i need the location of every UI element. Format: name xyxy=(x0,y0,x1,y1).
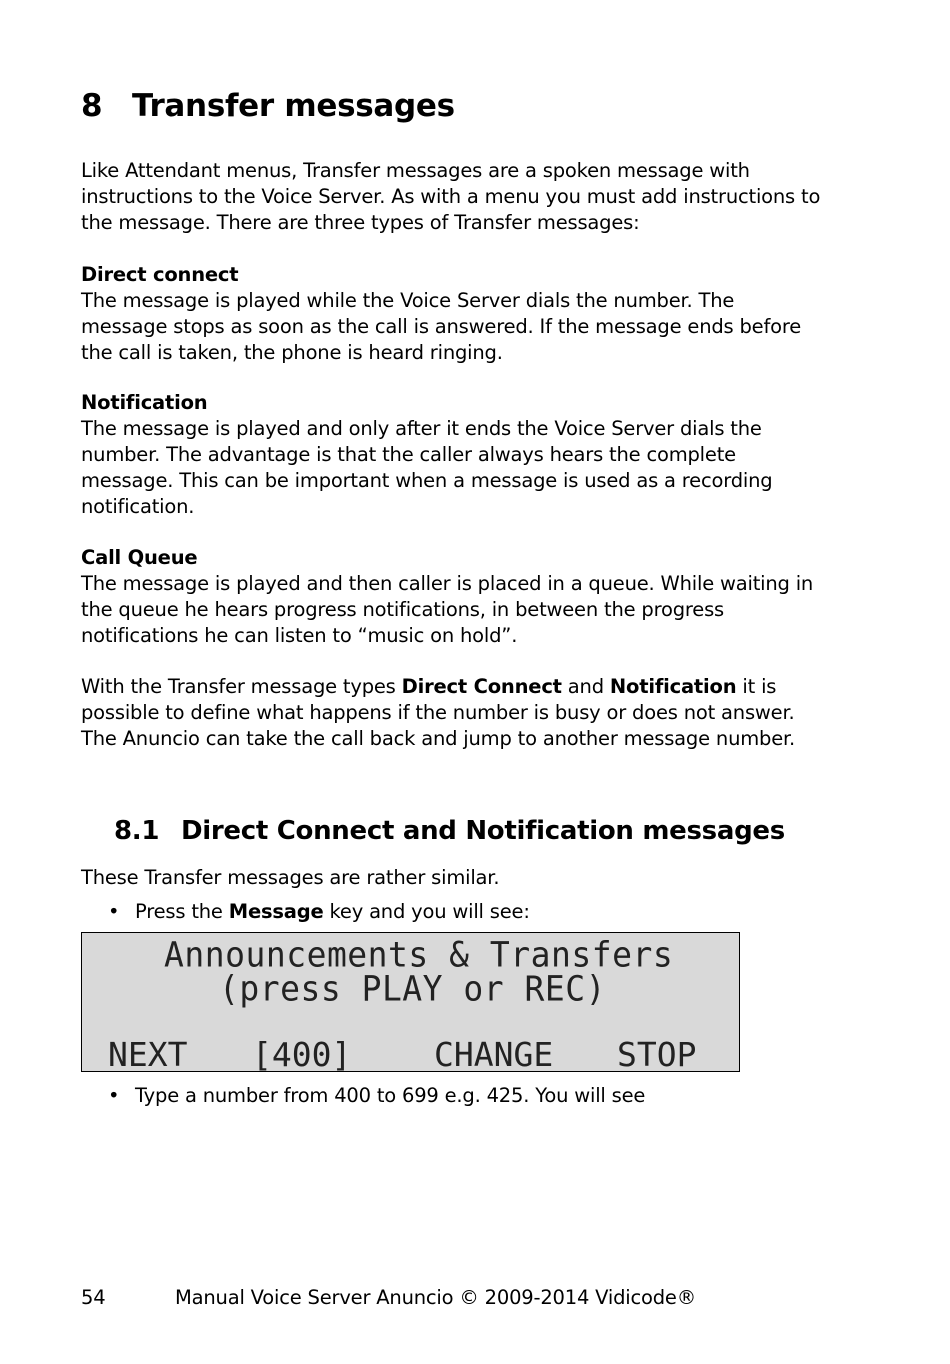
type-term: Call Queue xyxy=(81,546,198,569)
bullet-text: Press the xyxy=(135,900,229,923)
bullet-text: Type a number from 400 to 699 e.g. 425. You will see xyxy=(135,1084,646,1107)
section-intro xyxy=(81,865,821,891)
section-intro-text: These Transfer messages are rather similar. xyxy=(81,866,500,889)
section-title: Direct Connect and Notification messages xyxy=(181,816,785,846)
lcd-softkey-number: [400] xyxy=(252,1035,352,1074)
closing-part: it is possible to define what happens if the number is busy or does not answer. The Anuncio can take the call back and jump to another message number. xyxy=(81,675,796,750)
lcd-softkey-stop: STOP xyxy=(617,1035,697,1074)
type-direct-connect xyxy=(81,262,821,366)
page-number: 54 xyxy=(81,1286,106,1309)
bullet-icon: • xyxy=(108,1084,120,1107)
intro-text: Like Attendant menus, Transfer messages are a spoken message with instructions to the Voice Server. As with a menu you must add instructions to the message. There are three types of Transfer messages: xyxy=(81,159,821,234)
closing-part: and xyxy=(561,675,610,698)
chapter-heading xyxy=(81,88,455,124)
closing-bold: Notification xyxy=(609,675,737,698)
type-term: Notification xyxy=(81,391,208,414)
chapter-title: Transfer messages xyxy=(132,88,455,124)
type-term: Direct connect xyxy=(81,263,239,286)
type-description: The message is played while the Voice Server dials the number. The message stops as soon as the call is answered. If the message ends before the call is taken, the phone is heard ringing. xyxy=(81,289,802,364)
section-number: 8.1 xyxy=(114,816,160,846)
bullet-item xyxy=(108,1083,645,1109)
lcd-softkey-next: NEXT xyxy=(108,1035,188,1074)
closing-text xyxy=(81,674,821,752)
closing-paragraph xyxy=(81,674,821,752)
lcd-line-1: Announcements & Transfers xyxy=(164,934,674,975)
closing-part: With the Transfer message types xyxy=(81,675,402,698)
type-description: The message is played and then caller is placed in a queue. While waiting in the queue he hears progress notifications, in between the progress notifications he can listen to “music on hold”. xyxy=(81,572,814,647)
closing-bold: Direct Connect xyxy=(401,675,562,698)
type-notification xyxy=(81,390,821,520)
chapter-number: 8 xyxy=(81,88,103,124)
bullet-item xyxy=(108,899,530,925)
section-heading xyxy=(114,816,785,846)
bullet-text: key and you will see: xyxy=(323,900,530,923)
message-key-label: Message xyxy=(228,900,324,923)
bullet-icon: • xyxy=(108,900,120,923)
intro-paragraph xyxy=(81,158,821,236)
footer-text: Manual Voice Server Anuncio © 2009-2014 Vidicode® xyxy=(175,1286,697,1309)
lcd-display xyxy=(81,932,740,1072)
type-call-queue xyxy=(81,545,821,649)
lcd-softkey-change: CHANGE xyxy=(434,1035,554,1074)
lcd-line-2: (press PLAY or REC) xyxy=(219,968,606,1009)
type-description: The message is played and only after it ends the Voice Server dials the number. The advantage is that the caller always hears the complete message. This can be important when a message is used as a recording notification. xyxy=(81,417,773,518)
